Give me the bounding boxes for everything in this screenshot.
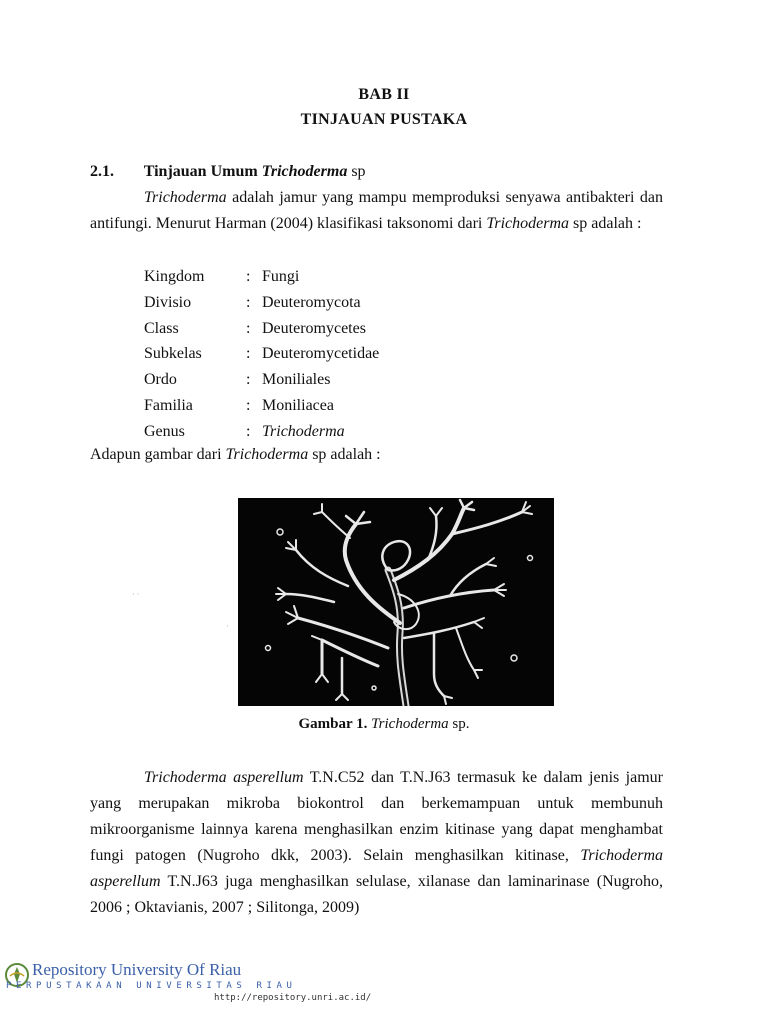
taxonomy-colon: :: [246, 371, 251, 389]
trichoderma-micrograph: [238, 498, 554, 706]
scan-speck: · ·: [132, 590, 140, 599]
taxonomy-row: [144, 316, 379, 342]
section-number: 2.1.: [90, 163, 114, 180]
taxonomy-rank: Genus: [144, 422, 185, 440]
taxonomy-colon: :: [246, 422, 251, 440]
intro-italic-start: Trichoderma: [144, 189, 227, 206]
taxonomy-list: [144, 264, 379, 445]
taxonomy-colon: :: [246, 345, 251, 363]
intro-text: adalah jamur yang mampu memproduksi senyawa antibakteri dan antifungi. Menurut Harman (2004) klasifikasi taksonomi dari: [90, 189, 663, 232]
scan-speck: ·: [226, 622, 229, 631]
section-title-suffix: sp: [351, 163, 366, 180]
intro-paragraph: [90, 185, 663, 237]
figure-label: Gambar 1.: [298, 716, 368, 732]
body-italic-2: Trichoderma asperellum: [90, 847, 663, 890]
repository-footer: [4, 960, 404, 1008]
body-paragraph: [90, 765, 663, 921]
taxonomy-row: [144, 341, 379, 367]
intro-text-end: sp adalah :: [573, 215, 642, 232]
taxonomy-colon: :: [246, 396, 251, 414]
taxonomy-row: [144, 419, 379, 445]
taxonomy-rank: Class: [144, 319, 179, 337]
taxonomy-rank: Divisio: [144, 293, 192, 311]
taxonomy-colon: :: [246, 268, 251, 285]
body-italic-1: Trichoderma asperellum: [144, 769, 304, 786]
intro-italic-end: Trichoderma: [486, 215, 570, 232]
figure-caption: [0, 716, 768, 733]
body-text-2: T.N.J63 juga menghasilkan selulase, xilanase dan laminarinase (Nugroho, 2006 ; Oktavianis, 2007 ; Silitonga, 2009): [90, 873, 664, 916]
taxonomy-rank: Ordo: [144, 371, 177, 389]
figure-intro-prefix: Adapun gambar dari: [90, 446, 222, 463]
chapter-number: BAB II: [358, 86, 410, 103]
taxonomy-value: Moniliacea: [262, 396, 334, 414]
taxonomy-row: [144, 290, 379, 316]
trichoderma-branching-illustration: [238, 498, 554, 706]
section-title-italic: Trichoderma: [261, 163, 348, 180]
repository-title: Repository University Of Riau: [32, 960, 242, 979]
taxonomy-rank: Kingdom: [144, 268, 205, 285]
library-name: PERPUSTAKAAN UNIVERSITAS RIAU: [6, 981, 297, 991]
taxonomy-colon: :: [246, 293, 251, 311]
taxonomy-rank: Familia: [144, 396, 193, 414]
taxonomy-rank: Subkelas: [144, 345, 202, 363]
taxonomy-row: [144, 367, 379, 393]
taxonomy-value: Deuteromycetidae: [262, 345, 380, 363]
taxonomy-row: [144, 393, 379, 419]
figure-intro-italic: Trichoderma: [225, 446, 309, 463]
figure-intro-suffix: sp adalah :: [312, 446, 381, 463]
taxonomy-row: [144, 264, 379, 290]
figure-intro: [90, 446, 381, 464]
section-heading: [90, 163, 366, 181]
taxonomy-value: Fungi: [262, 268, 300, 285]
chapter-title: TINJAUAN PUSTAKA: [300, 111, 468, 128]
figure-caption-suffix: sp.: [452, 716, 470, 732]
figure-caption-italic: Trichoderma: [371, 716, 449, 732]
taxonomy-value: Moniliales: [262, 371, 331, 389]
taxonomy-value: Trichoderma: [262, 422, 345, 440]
body-text-1: T.N.C52 dan T.N.J63 termasuk ke dalam jenis jamur yang merupakan mikroba biokontrol dan berkemampuan untuk membunuh mikroorganisme lainnya karena menghasilkan enzim kitinase yang dapat menghambat fungi patogen (Nugroho dkk, 2003). Selain menghasilkan kitinase,: [90, 769, 663, 864]
taxonomy-value: Deuteromycetes: [262, 319, 366, 337]
repository-url[interactable]: http://repository.unri.ac.id/: [214, 993, 372, 1003]
taxonomy-colon: :: [246, 319, 251, 337]
taxonomy-value: Deuteromycota: [262, 293, 361, 311]
section-title-prefix: Tinjauan Umum: [143, 163, 258, 180]
